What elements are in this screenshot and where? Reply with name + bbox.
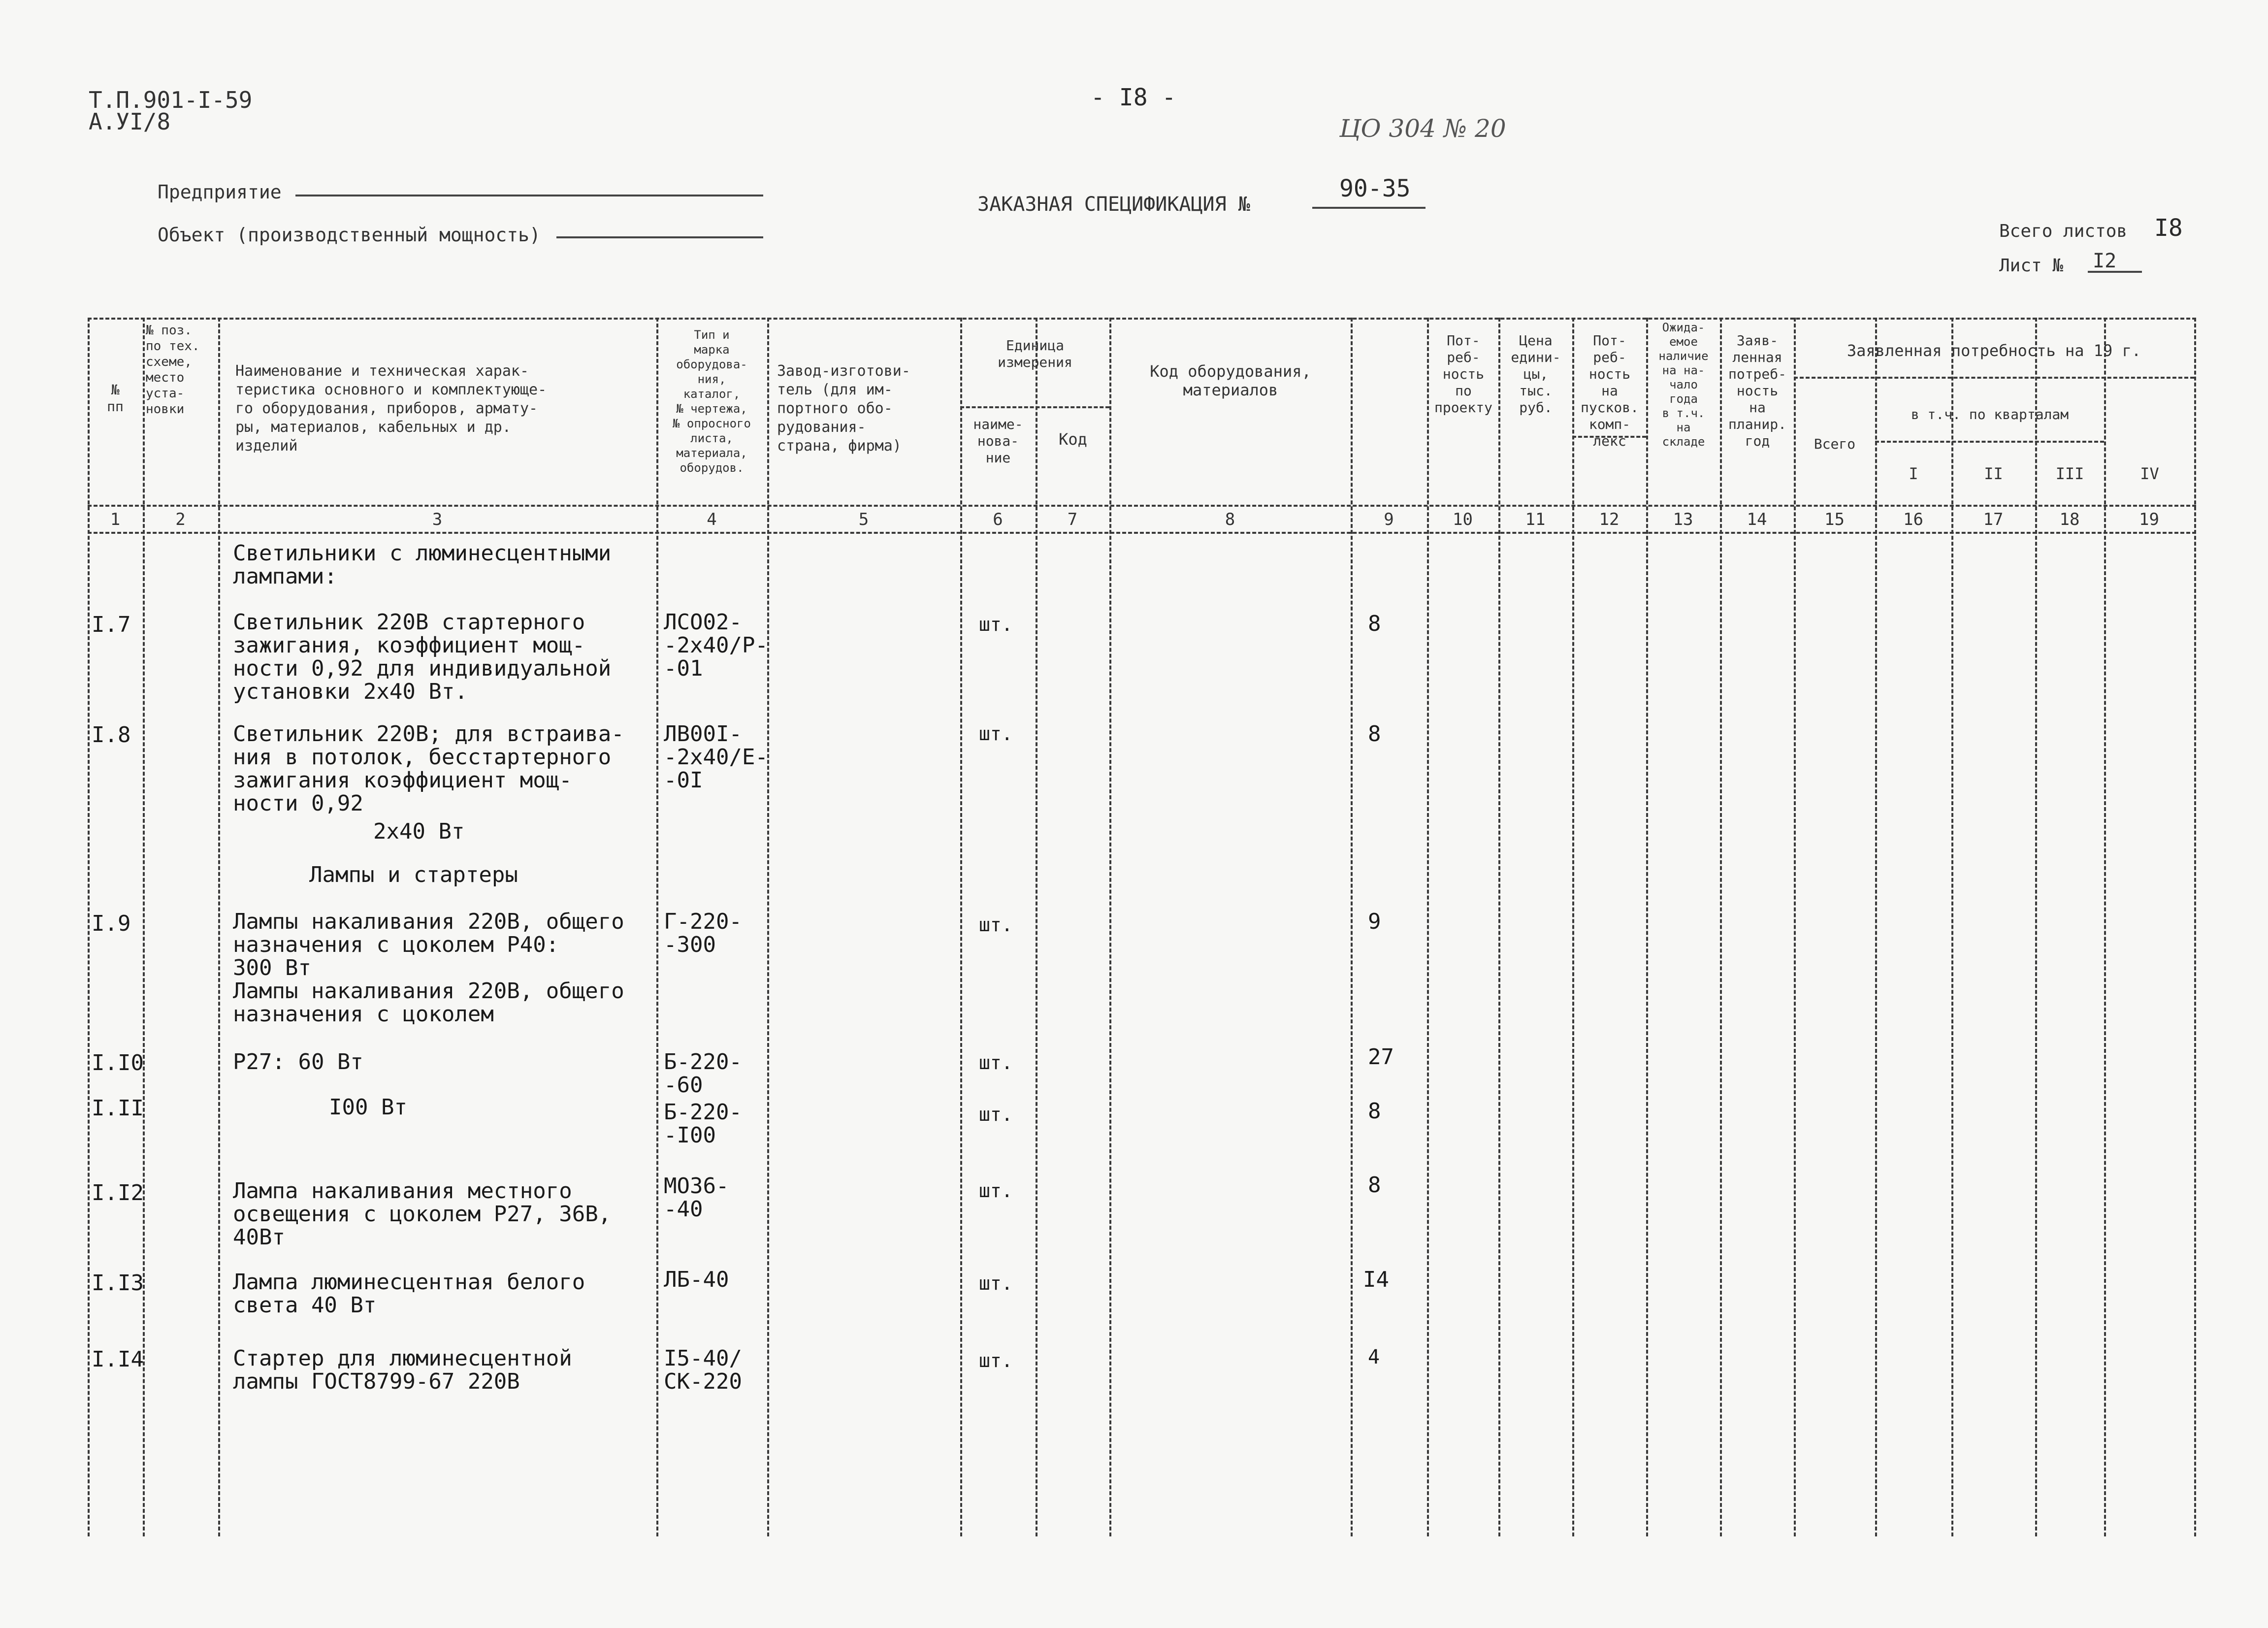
table-top-border (88, 318, 2196, 320)
row-name: Светильник 220В стартерного зажигания, коэффициент мощ- ности 0,92 для индивидуальной установки 2х40 Вт. (233, 610, 612, 704)
row-name: Лампа накаливания местного освещения с цоколем Р27, 36В, 40Вт (233, 1178, 612, 1250)
colnum-4: 4 (707, 510, 717, 529)
row-extra-power: 2х40 Вт (373, 819, 465, 844)
col-border (1572, 318, 1574, 1536)
header-col9: Пот- реб- ность по проекту (1434, 332, 1492, 416)
col-border (1720, 318, 1722, 1536)
row-type: Г-220- -300 (664, 909, 742, 957)
colnum-15: 15 (1824, 510, 1845, 529)
colnum-7: 7 (1067, 510, 1078, 529)
colnum-14: 14 (1747, 510, 1767, 529)
group-line-14-19 (1794, 377, 2194, 379)
row-unit: шт. (979, 1272, 1013, 1294)
page-number: - I8 - (1091, 84, 1176, 111)
spec-number: 90-35 (1339, 175, 1411, 202)
header-col6: наиме- нова- ние (973, 416, 1023, 466)
row-type: МО36- -40 (664, 1173, 729, 1222)
header-bottom-border (88, 505, 2196, 507)
doc-code: Т.П.901-I-59 (89, 87, 253, 113)
colnum-8: 8 (1225, 510, 1235, 529)
header-col8: Код оборудования, материалов (1150, 362, 1311, 399)
row-pos: I.9 (92, 911, 131, 936)
archive-stamp: ЦО 304 № 20 (1339, 114, 1506, 143)
col-border (1794, 318, 1796, 1536)
row-name: Лампа люминесцентная белого света 40 Вт (233, 1270, 585, 1318)
row-unit: шт. (979, 1052, 1013, 1074)
header-col13: Заяв- ленная потреб- ность на планир. год (1728, 332, 1786, 449)
col-border (960, 318, 962, 1536)
row-qty: 8 (1368, 721, 1381, 747)
col-border (767, 318, 769, 1536)
row-pos: I.I4 (92, 1347, 144, 1372)
row-pos: I.8 (92, 722, 131, 748)
header-quarters-group: в т.ч. по кварталам (1911, 406, 2069, 423)
row-qty: 4 (1368, 1346, 1380, 1368)
col-border (2104, 318, 2106, 1536)
row-name: Светильник 220В; для встраива- ния в потолок, бесстартерного зажигания коэффициент мощ- ности 0,92 (233, 721, 624, 816)
doc-album: А.УI/8 (89, 108, 171, 135)
colnum-13: 13 (1673, 510, 1693, 529)
row-pos: I.I3 (92, 1270, 144, 1296)
col-border (1109, 318, 1111, 1536)
row-pos: I.I2 (92, 1180, 144, 1205)
header-col16: II (1984, 464, 2003, 483)
colnum-6: 6 (993, 510, 1003, 529)
specification-table (88, 318, 2196, 1536)
customer-line (295, 195, 763, 196)
spec-title: ЗАКАЗНАЯ СПЕЦИФИКАЦИЯ № (977, 193, 1250, 216)
row-type: Б-220- -I00 (664, 1100, 742, 1148)
total-sheets-label: Всего листов (1999, 221, 2128, 241)
total-sheets-value: I8 (2154, 214, 2183, 242)
colnum-bottom-border (88, 532, 2196, 534)
sheet-value-line (2088, 271, 2142, 273)
row-name: I00 Вт (329, 1095, 407, 1120)
customer-label: Предприятие (158, 181, 282, 203)
section-heading-fluorescent: Светильники с люминесцентными лампами: (233, 541, 612, 589)
unit-group-line (960, 406, 1109, 408)
sheet-value: I2 (2093, 250, 2117, 272)
header-group-14-19: Заявленная потребность на 19 г. (1847, 341, 2141, 360)
section-heading-lamps: Лампы и стартеры (309, 862, 518, 887)
col-border (1498, 318, 1500, 1536)
row-type: I5-40/ СК-220 (664, 1346, 742, 1394)
colnum-2: 2 (175, 510, 186, 529)
header-col12: Ожида- емое наличие на на- чало года в т.ч. на складе (1658, 321, 1709, 449)
colnum-5: 5 (858, 510, 869, 529)
col-border (1036, 318, 1037, 1536)
col-border (1875, 318, 1877, 1536)
colnum-17: 17 (1983, 510, 2004, 529)
col-border (1646, 318, 1648, 1536)
row-pos: I.II (92, 1096, 144, 1121)
row-qty: I4 (1363, 1267, 1389, 1292)
col-border (1351, 318, 1353, 1536)
row-unit: шт. (979, 614, 1013, 635)
row-name: Лампы накаливания 220В, общего назначения с цоколем Р40: 300 Вт Лампы накаливания 220В, общего назначения с цоколем (233, 909, 624, 1027)
row-type: ЛБ-40 (664, 1267, 729, 1292)
row-qty: 8 (1368, 1099, 1381, 1124)
sheet-label: Лист № (1999, 256, 2064, 276)
header-col7: Код (1059, 430, 1087, 449)
row-name: Р27: 60 Вт (233, 1049, 363, 1074)
row-pos: I.I0 (92, 1050, 144, 1075)
row-pos: I.7 (92, 612, 131, 637)
header-col3: Наименование и техническая харак- теристика основного и комплектующе- го оборудования, приборов, армату- ры, материалов, кабельных и др. изделий (235, 362, 547, 455)
header-col2: № поз. по тех. схеме, место уста- новки (146, 323, 200, 417)
row-unit: шт. (979, 1350, 1013, 1371)
spec-number-line (1312, 207, 1426, 209)
row-qty: 27 (1368, 1044, 1394, 1070)
header-col10: Цена едини- цы, тыс. руб. (1511, 332, 1561, 416)
col-border (656, 318, 658, 1536)
group-line-quarters (1875, 441, 2104, 443)
colnum-3: 3 (432, 510, 443, 529)
col-border (2035, 318, 2037, 1536)
header-unit-group: Единица измерения (998, 337, 1072, 370)
col-border (1427, 318, 1429, 1536)
col-border (88, 318, 90, 1536)
colnum-19: 19 (2139, 510, 2159, 529)
header-col14: Всего (1814, 436, 1856, 452)
col-border (1951, 318, 1953, 1536)
row-name: Стартер для люминесцентной лампы ГОСТ8799-67 220В (233, 1346, 572, 1394)
row-qty: 8 (1368, 611, 1381, 636)
row-type: Б-220- -60 (664, 1049, 742, 1098)
row-qty: 8 (1368, 1172, 1381, 1198)
row-unit: шт. (979, 1104, 1013, 1125)
colnum-10: 10 (1453, 510, 1473, 529)
colnum-9: 9 (1384, 510, 1394, 529)
colnum-1: 1 (110, 510, 121, 529)
col-border (218, 318, 220, 1536)
header-col1: № пп (107, 382, 124, 415)
row-unit: шт. (979, 723, 1013, 745)
header-col18: IV (2140, 464, 2159, 483)
row-unit: шт. (979, 914, 1013, 936)
row-qty: 9 (1368, 909, 1381, 934)
colnum-18: 18 (2059, 510, 2080, 529)
colnum-16: 16 (1903, 510, 1923, 529)
header-col4: Тип и марка оборудова- ния, каталог, № чертежа, № опросного листа, материала, оборудов. (673, 328, 751, 475)
row-type: ЛСО02- -2х40/Р- -01 (664, 610, 768, 681)
header-col5: Завод-изготови- тель (для им- портного обо- рудования- страна, фирма) (777, 362, 910, 455)
header-col17: III (2055, 464, 2084, 483)
header-col11: Пот- реб- ность на пусков. комп- лекс (1580, 332, 1639, 449)
col-border (2194, 318, 2196, 1536)
colnum-11: 11 (1525, 510, 1546, 529)
row-type: ЛВ00I- -2х40/Е- -0I (664, 721, 768, 793)
row-unit: шт. (979, 1180, 1013, 1202)
object-line (556, 236, 763, 238)
object-label: Объект (производственный мощность) (158, 224, 541, 246)
colnum-12: 12 (1599, 510, 1620, 529)
header-col15: I (1909, 464, 1918, 483)
